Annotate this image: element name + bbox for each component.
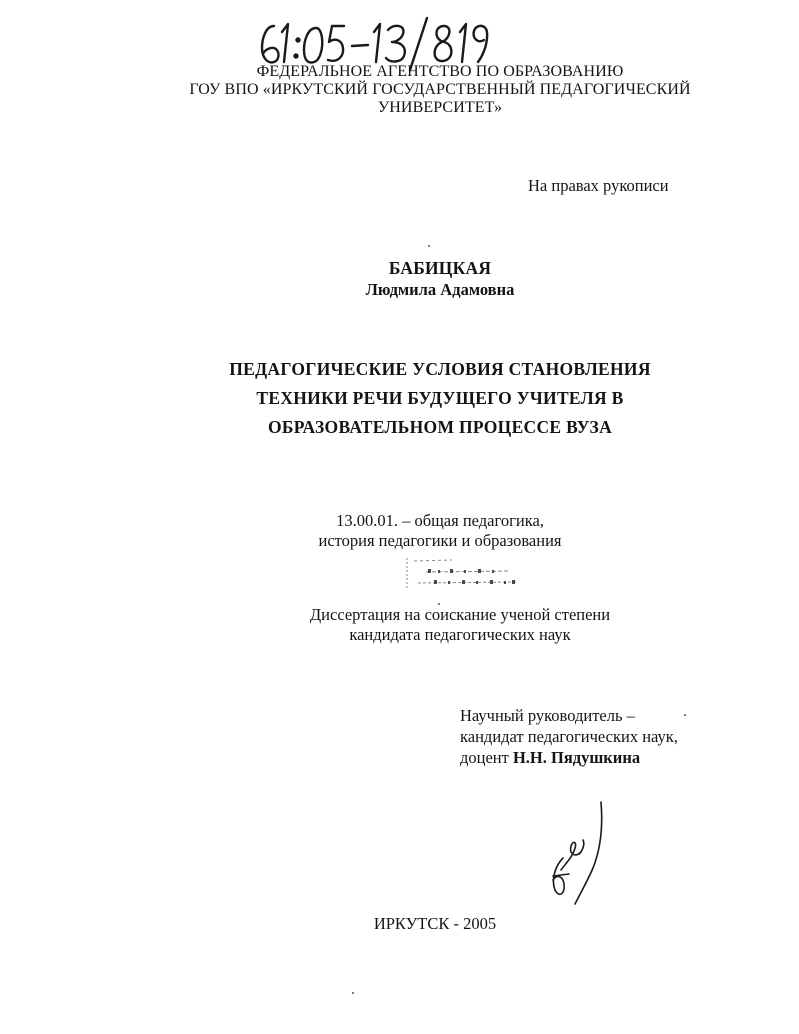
title-line-1: ПЕДАГОГИЧЕСКИЕ УСЛОВИЯ СТАНОВЛЕНИЯ — [229, 359, 651, 379]
supervisor-rank: доцент — [460, 748, 513, 767]
title-line-3: ОБРАЗОВАТЕЛЬНОМ ПРОЦЕССЕ ВУЗА — [267, 417, 613, 437]
degree-statement — [240, 605, 680, 645]
scan-speck — [428, 245, 430, 247]
specialty-line-1: 13.00.01. – общая педагогика, — [336, 511, 544, 530]
university-name-line1: ГОУ ВПО «ИРКУТСКИЙ ГОСУДАРСТВЕННЫЙ ПЕДАГОГИЧЕСКИЙ — [189, 81, 691, 98]
organization-header — [150, 63, 730, 117]
signature-handwritten — [545, 796, 615, 908]
scan-speck — [438, 603, 440, 605]
title-line-2: ТЕХНИКИ РЕЧИ БУДУЩЕГО УЧИТЕЛЯ В — [256, 388, 624, 408]
agency-name: ФЕДЕРАЛЬНОЕ АГЕНТСТВО ПО ОБРАЗОВАНИЮ — [256, 63, 624, 80]
city-and-year: ИРКУТСК - 2005 — [373, 914, 497, 933]
manuscript-rights: На правах рукописи — [528, 176, 669, 195]
supervisor-line-3 — [460, 747, 678, 768]
supervisor-name: Н.Н. Пядушкина — [512, 748, 641, 767]
university-name-line2: УНИВЕРСИТЕТ» — [377, 99, 503, 116]
specialty-code — [280, 511, 600, 551]
library-stamp — [404, 552, 524, 594]
degree-line-2: кандидата педагогических наук — [349, 625, 571, 644]
supervisor-line-1: Научный руководитель – — [460, 706, 635, 725]
scan-speck — [352, 992, 354, 994]
dissertation-title — [160, 355, 720, 442]
specialty-line-2: история педагогики и образования — [318, 531, 562, 550]
scan-speck — [684, 714, 686, 716]
degree-line-1: Диссертация на соискание ученой степени — [309, 605, 611, 624]
author-given-names: Людмила Адамовна — [365, 280, 515, 299]
author-surname: БАБИЦКАЯ — [388, 258, 492, 278]
scientific-supervisor — [460, 705, 678, 768]
supervisor-line-2: кандидат педагогических наук, — [460, 727, 678, 746]
